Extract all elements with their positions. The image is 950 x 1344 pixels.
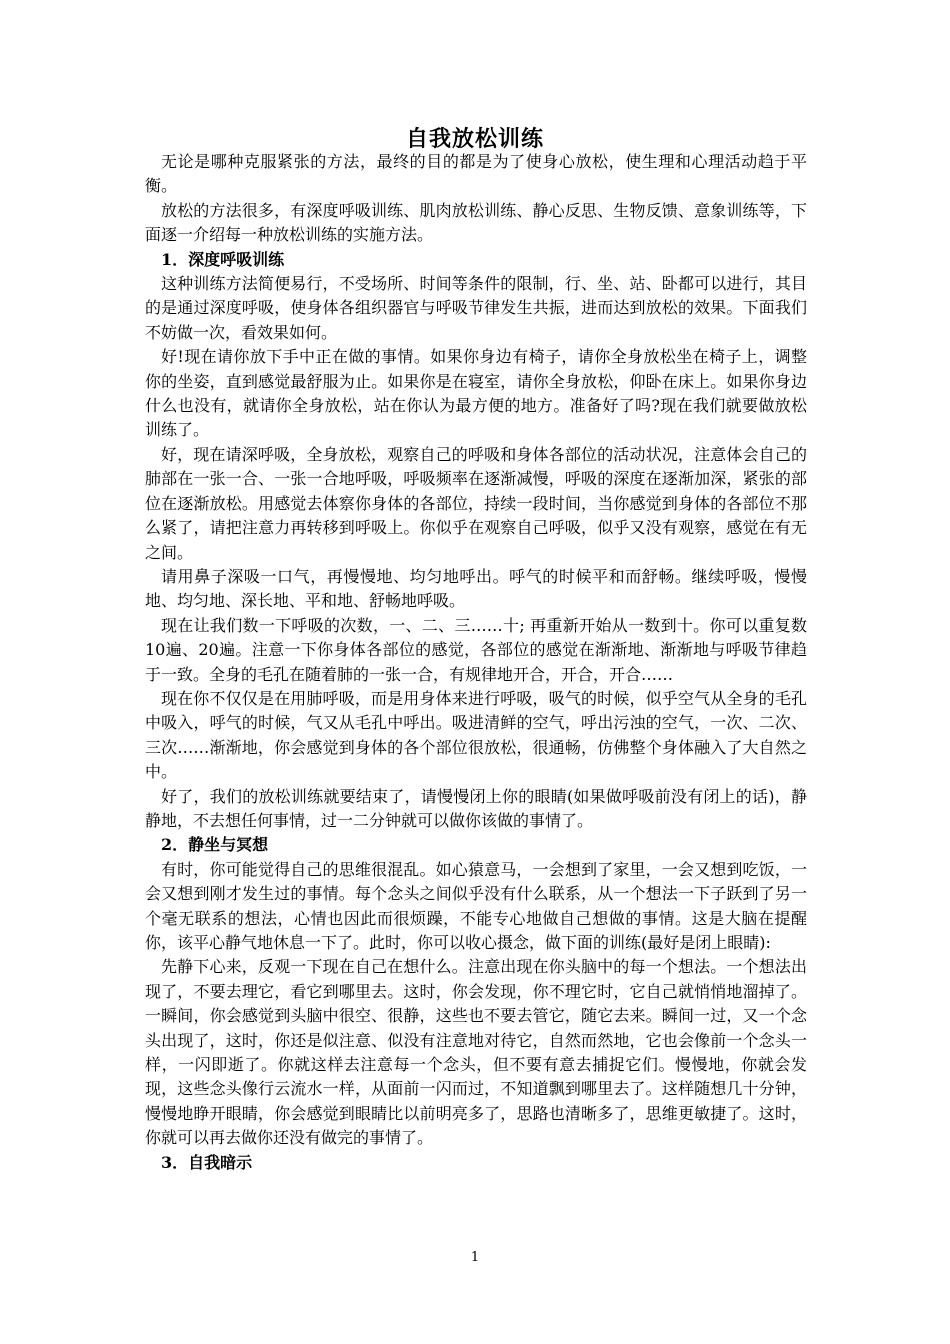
breathing-paragraph-7: 好了，我们的放松训练就要结束了，请慢慢闭上你的眼睛(如果做呼吸前没有闭上的话)，静静地，不去想任何事情，过一二分钟就可以做你该做的事情了。 [145,786,807,830]
breathing-paragraph-1: 这种训练方法简便易行，不受场所、时间等条件的限制，行、坐、站、卧都可以进行，其目的是通过深度呼吸，使身体各组织器官与呼吸节律发生共振，进而达到放松的效果。下面我们不妨做一次，看效果如何。 [145,274,807,342]
document-title: 自我放松训练 [405,126,544,152]
breathing-paragraph-2: 好!现在请你放下手中正在做的事情。如果你身边有椅子，请你全身放松坐在椅子上，调整你的坐姿，直到感觉最舒服为止。如果你是在寝室，请你全身放松，仰卧在床上。如果你身边什么也没有，就请你全身放松，站在你认为最方便的地方。准备好了吗?现在我们就要做放松训练了。 [145,347,807,440]
page-number: 1 [470,1250,480,1265]
meditation-paragraph-2: 先静下心来，反观一下现在自己在想什么。注意出现在你头脑中的每一个想法。一个想法出现了，不要去理它，看它到哪里去。这时，你会发现，你不理它时，它自己就悄悄地溜掉了。一瞬间，你会感觉到头脑中很空、很静，这些也不要去管它，随它去来。瞬间一过，又一个念头出现了，这时，你还是似注意、似没有注意地对待它，自然而然地，它也会像前一个念头一样，一闪即逝了。你就这样去注意每一个念头，但不要有意去捕捉它们。慢慢地，你就会发现，这些念头像行云流水一样，从面前一闪而过，不知道飘到哪里去了。这样随想几十分钟，慢慢地睁开眼睛，你会感觉到眼睛比以前明亮多了，思路也清晰多了，思维更敏捷了。这时，你就可以再去做你还没有做完的事情了。 [145,957,807,1148]
meditation-paragraph-1: 有时，你可能觉得自己的思维很混乱。如心猿意马，一会想到了家里，一会又想到吃饭，一会又想到刚才发生过的事情。每个念头之间似乎没有什么联系，从一个想法一下子跃到了另一个毫无联系的想法，心情也因此而很烦躁，不能专心地做自己想做的事情。这是大脑在提醒你，该平心静气地休息一下了。此时，你可以收心摄念，做下面的训练(最好是闭上眼睛): [145,859,807,952]
section-heading-breathing: 1．深度呼吸训练 [161,249,285,269]
intro-paragraph-1: 无论是哪种克服紧张的方法，最终的目的都是为了使身心放松，使生理和心理活动趋于平衡。 [145,152,807,196]
breathing-paragraph-3: 好，现在请深呼吸，全身放松，观察自己的呼吸和身体各部位的活动状况，注意体会自己的肺部在一张一合、一张一合地呼吸，呼吸频率在逐渐减慢，呼吸的深度在逐渐加深，紧张的部位在逐渐放松。用感觉去体察你身体的各部位，持续一段时间，当你感觉到身体的各部位不那么紧了，请把注意力再转移到呼吸上。你似乎在观察自己呼吸，似乎又没有观察，感觉在有无之间。 [145,444,807,562]
breathing-paragraph-5: 现在让我们数一下呼吸的次数，一、二、三……十; 再重新开始从一数到十。你可以重复数10遍、20遍。注意一下你身体各部位的感觉，各部位的感觉在渐渐地、渐渐地与呼吸节律趋于一致。全身的毛孔在随着肺的一张一合，有规律地开合，开合，开合…… [145,615,807,684]
section-heading-self-suggestion: 3．自我暗示 [161,1152,253,1172]
intro-paragraph-2: 放松的方法很多，有深度呼吸训练、肌肉放松训练、静心反思、生物反馈、意象训练等，下面逐一介绍每一种放松训练的实施方法。 [145,200,807,245]
document-body [145,150,807,1175]
breathing-paragraph-4: 请用鼻子深吸一口气，再慢慢地、均匀地呼出。呼气的时候平和而舒畅。继续呼吸，慢慢地、均匀地、深长地、平和地、舒畅地呼吸。 [145,566,807,611]
breathing-paragraph-6: 现在你不仅仅是在用肺呼吸，而是用身体来进行呼吸，吸气的时候，似乎空气从全身的毛孔中吸入，呼气的时候，气又从毛孔中呼出。吸进清鲜的空气，呼出污浊的空气，一次、二次、三次……渐渐地，你会感觉到身体的各个部位很放松，很通畅，仿佛整个身体融入了大自然之中。 [145,688,807,782]
section-heading-meditation: 2．静坐与冥想 [161,835,269,855]
